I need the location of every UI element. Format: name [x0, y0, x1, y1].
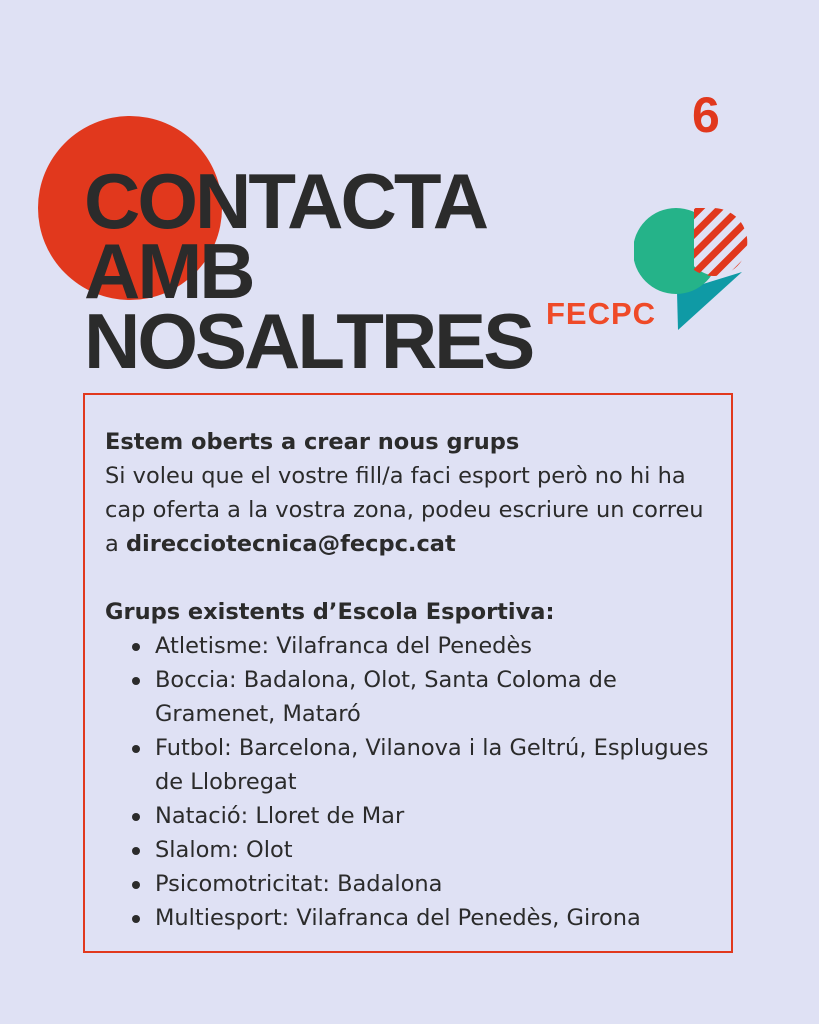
spacer [105, 561, 713, 595]
info-body [105, 459, 713, 561]
groups-list [105, 629, 713, 935]
list-item: Natació: Lloret de Mar [105, 799, 713, 833]
logo-text: FECPC [546, 296, 657, 331]
list-item: Psicomotricitat: Badalona [105, 867, 713, 901]
list-item: Multiesport: Vilafranca del Penedès, Girona [105, 901, 713, 935]
title-line-3: NOSALTRES [84, 297, 533, 385]
info-body-text: Si voleu que el vostre fill/a faci esport però no hi ha cap oferta a la vostra zona, podeu escriure un correu a [105, 463, 704, 557]
groups-heading: Grups existents d’Escola Esportiva: [105, 599, 555, 625]
list-item: Boccia: Badalona, Olot, Santa Coloma de Gramenet, Mataró [105, 663, 713, 731]
list-item: Atletisme: Vilafranca del Penedès [105, 629, 713, 663]
list-item: Slalom: Olot [105, 833, 713, 867]
list-item: Futbol: Barcelona, Vilanova i la Geltrú, Esplugues de Llobregat [105, 731, 713, 799]
page-number: 6 [692, 87, 720, 143]
page-title [84, 157, 533, 385]
info-box [83, 393, 733, 953]
info-heading: Estem oberts a crear nous grups [105, 429, 520, 455]
contact-email-link[interactable]: direcciotecnica@fecpc.cat [125, 531, 456, 557]
title-line-1: CONTACTA [84, 157, 487, 245]
fecpc-logo [546, 206, 756, 336]
title-line-2: AMB [84, 227, 253, 315]
